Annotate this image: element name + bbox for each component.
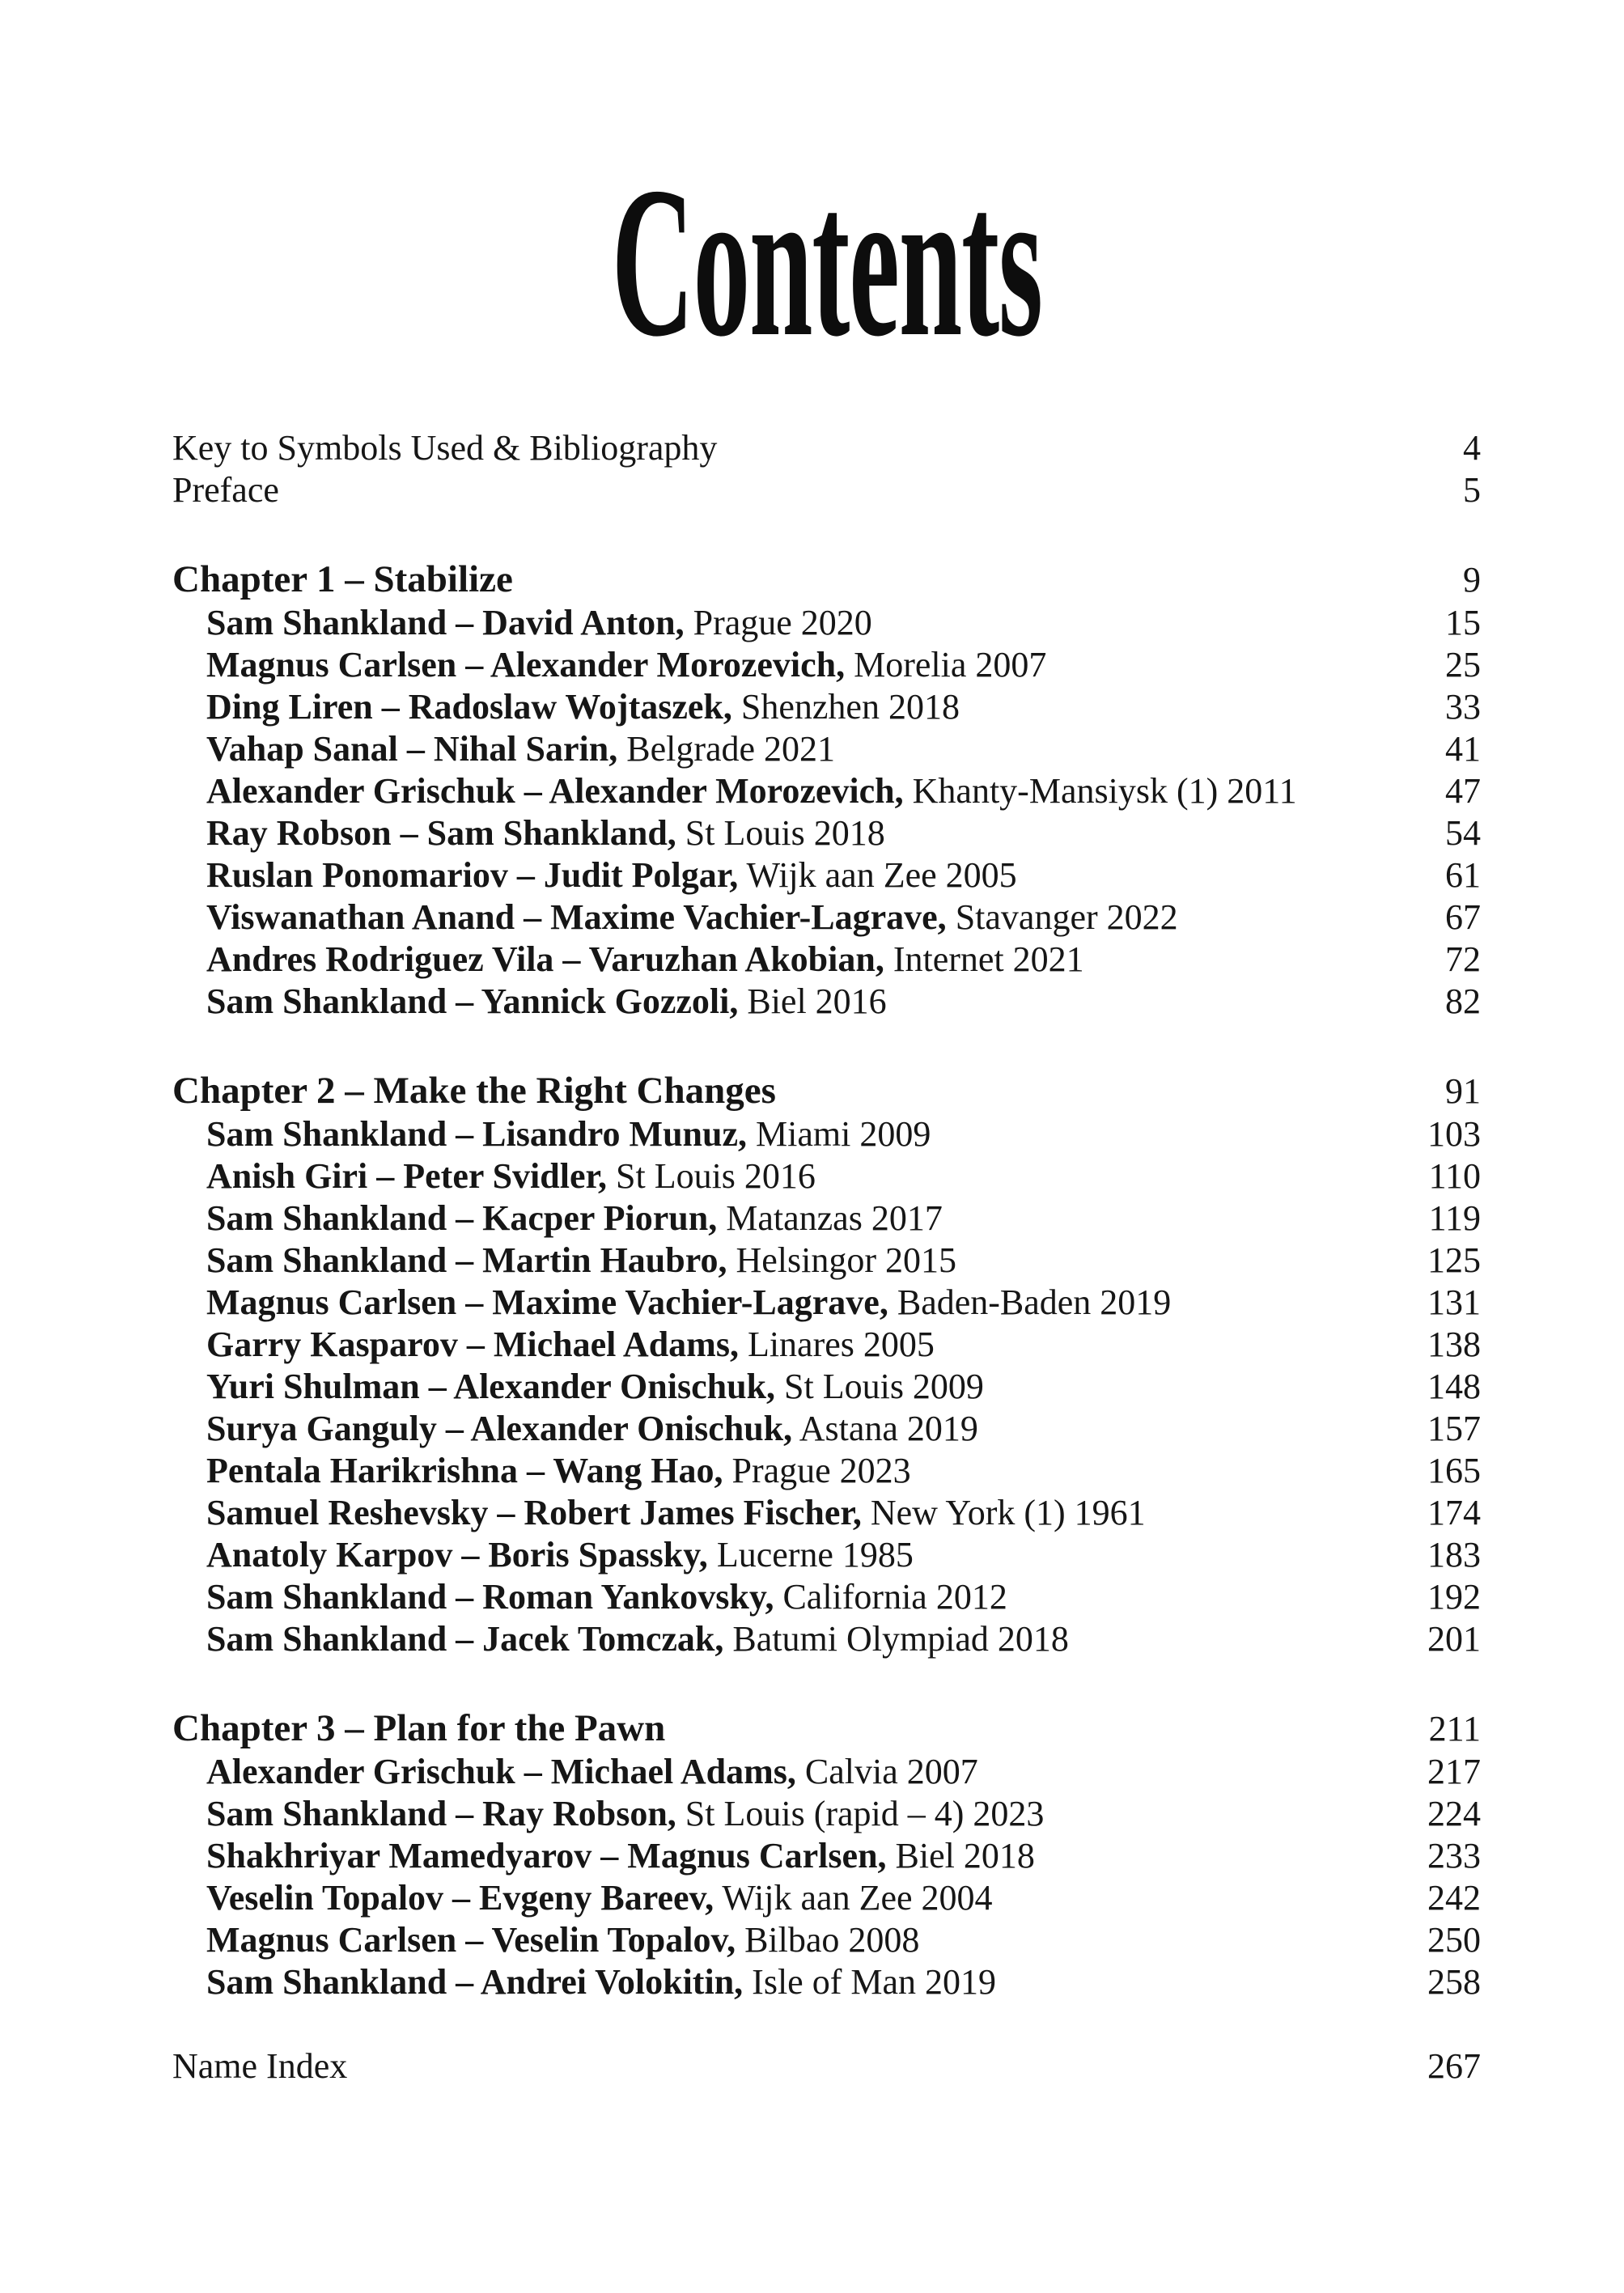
game-row bbox=[172, 1576, 1481, 1618]
page-number: 72 bbox=[1445, 939, 1481, 979]
game-venue: Shenzhen 2018 bbox=[731, 687, 960, 727]
game-venue: Miami 2009 bbox=[747, 1114, 931, 1154]
page-number: 5 bbox=[1463, 470, 1481, 510]
game-row bbox=[172, 812, 1481, 854]
game-title bbox=[206, 854, 1017, 896]
page-number: 125 bbox=[1427, 1240, 1481, 1280]
game-title bbox=[206, 1919, 919, 1961]
game-venue: Khanty-Mansiysk (1) 2011 bbox=[903, 771, 1297, 811]
game-row bbox=[172, 1324, 1481, 1366]
game-players: Anish Giri – Peter Svidler, bbox=[206, 1156, 607, 1196]
game-players: Sam Shankland – David Anton, bbox=[206, 603, 685, 642]
page-number: 138 bbox=[1427, 1325, 1481, 1364]
page-number: 131 bbox=[1427, 1282, 1481, 1322]
game-row bbox=[172, 939, 1481, 981]
game-title bbox=[206, 644, 1046, 686]
chapter-3-games bbox=[172, 1751, 1481, 2003]
front-matter bbox=[172, 427, 1481, 511]
game-players: Sam Shankland – Andrei Volokitin, bbox=[206, 1962, 744, 2002]
front-matter-label: Key to Symbols Used & Bibliography bbox=[172, 428, 718, 468]
page-number: 250 bbox=[1427, 1920, 1481, 1960]
game-players: Viswanathan Anand – Maxime Vachier-Lagrave, bbox=[206, 897, 947, 937]
chapter-2-heading bbox=[172, 1068, 1481, 1113]
game-venue: Linares 2005 bbox=[738, 1325, 935, 1364]
page-number: 67 bbox=[1445, 897, 1481, 937]
game-players: Veselin Topalov – Evgeny Bareev, bbox=[206, 1878, 714, 1918]
game-players: Sam Shankland – Lisandro Munuz, bbox=[206, 1114, 748, 1154]
page-number: 192 bbox=[1427, 1577, 1481, 1617]
game-venue: Calvia 2007 bbox=[795, 1752, 978, 1791]
game-players: Yuri Shulman – Alexander Onischuk, bbox=[206, 1367, 776, 1406]
game-venue: Helsingor 2015 bbox=[727, 1240, 957, 1280]
name-index-row bbox=[172, 2045, 1481, 2087]
game-venue: St Louis 2018 bbox=[676, 813, 885, 853]
game-players: Ding Liren – Radoslaw Wojtaszek, bbox=[206, 687, 732, 727]
game-players: Sam Shankland – Roman Yankovsky, bbox=[206, 1577, 774, 1617]
game-title bbox=[206, 1534, 914, 1576]
game-players: Magnus Carlsen – Alexander Morozevich, bbox=[206, 645, 846, 685]
game-venue: Baden-Baden 2019 bbox=[888, 1282, 1172, 1322]
chapter-1-heading bbox=[172, 557, 1481, 602]
game-venue: Wijk aan Zee 2004 bbox=[714, 1878, 993, 1918]
game-venue: Stavanger 2022 bbox=[946, 897, 1178, 937]
page-number: 41 bbox=[1445, 729, 1481, 769]
game-row bbox=[172, 1197, 1481, 1240]
game-players: Sam Shankland – Yannick Gozzoli, bbox=[206, 981, 739, 1021]
game-players: Garry Kasparov – Michael Adams, bbox=[206, 1325, 739, 1364]
game-row bbox=[172, 1534, 1481, 1576]
chapter-title: Chapter 3 – Plan for the Pawn bbox=[172, 1707, 666, 1749]
page-number: 148 bbox=[1427, 1367, 1481, 1406]
page-number: 165 bbox=[1427, 1451, 1481, 1490]
game-row bbox=[172, 1282, 1481, 1324]
game-players: Shakhriyar Mamedyarov – Magnus Carlsen, bbox=[206, 1836, 887, 1876]
game-players: Anatoly Karpov – Boris Spassky, bbox=[206, 1535, 708, 1575]
game-row bbox=[172, 854, 1481, 896]
game-title bbox=[206, 896, 1178, 939]
game-title bbox=[206, 1751, 978, 1793]
game-title bbox=[206, 1240, 956, 1282]
game-venue: Belgrade 2021 bbox=[617, 729, 836, 769]
page-number: 119 bbox=[1428, 1198, 1481, 1238]
page-number: 174 bbox=[1427, 1493, 1481, 1532]
toc-row-key-to-symbols bbox=[172, 427, 1481, 469]
game-venue: Batumi Olympiad 2018 bbox=[723, 1619, 1069, 1659]
page-number: 233 bbox=[1427, 1836, 1481, 1876]
game-title bbox=[206, 1618, 1069, 1660]
game-row bbox=[172, 1793, 1481, 1835]
page-number: 157 bbox=[1427, 1409, 1481, 1448]
game-title bbox=[206, 1155, 816, 1197]
game-row bbox=[172, 1877, 1481, 1919]
game-venue: Lucerne 1985 bbox=[707, 1535, 914, 1575]
page-number: 4 bbox=[1463, 428, 1481, 468]
game-venue: Bilbao 2008 bbox=[736, 1920, 920, 1960]
page-number: 61 bbox=[1445, 855, 1481, 895]
game-title bbox=[206, 1492, 1146, 1534]
page-number: 91 bbox=[1445, 1071, 1481, 1111]
game-title bbox=[206, 1793, 1044, 1835]
game-row bbox=[172, 1155, 1481, 1197]
game-players: Vahap Sanal – Nihal Sarin, bbox=[206, 729, 618, 769]
game-players: Sam Shankland – Kacper Piorun, bbox=[206, 1198, 718, 1238]
game-venue: California 2012 bbox=[774, 1577, 1007, 1617]
game-venue: Prague 2020 bbox=[684, 603, 872, 642]
game-title bbox=[206, 1366, 984, 1408]
game-row bbox=[172, 1961, 1481, 2003]
game-venue: New York (1) 1961 bbox=[861, 1493, 1146, 1532]
game-venue: Wijk aan Zee 2005 bbox=[738, 855, 1017, 895]
game-players: Andres Rodriguez Vila – Varuzhan Akobian, bbox=[206, 939, 884, 979]
game-players: Alexander Grischuk – Alexander Morozevich, bbox=[206, 771, 904, 811]
game-title bbox=[206, 1576, 1007, 1618]
game-row bbox=[172, 728, 1481, 770]
game-venue: Matanzas 2017 bbox=[717, 1198, 943, 1238]
game-players: Sam Shankland – Martin Haubro, bbox=[206, 1240, 727, 1280]
game-venue: Biel 2018 bbox=[886, 1836, 1035, 1876]
chapter-3-heading bbox=[172, 1706, 1481, 1751]
game-venue: Astana 2019 bbox=[792, 1409, 978, 1448]
page-number: 9 bbox=[1463, 560, 1481, 600]
toc-row-preface bbox=[172, 469, 1481, 511]
game-title bbox=[206, 770, 1297, 812]
game-title bbox=[206, 1282, 1171, 1324]
game-venue: Isle of Man 2019 bbox=[743, 1962, 997, 2002]
game-players: Ray Robson – Sam Shankland, bbox=[206, 813, 676, 853]
game-venue: Biel 2016 bbox=[738, 981, 887, 1021]
chapter-title: Chapter 2 – Make the Right Changes bbox=[172, 1070, 776, 1112]
game-row bbox=[172, 1919, 1481, 1961]
game-row bbox=[172, 644, 1481, 686]
game-players: Magnus Carlsen – Maxime Vachier-Lagrave, bbox=[206, 1282, 888, 1322]
game-players: Pentala Harikrishna – Wang Hao, bbox=[206, 1451, 723, 1490]
game-players: Surya Ganguly – Alexander Onischuk, bbox=[206, 1409, 793, 1448]
game-row bbox=[172, 1240, 1481, 1282]
page-number: 242 bbox=[1427, 1878, 1481, 1918]
page-number: 103 bbox=[1427, 1114, 1481, 1154]
game-title bbox=[206, 602, 872, 644]
page-number: 201 bbox=[1427, 1619, 1481, 1659]
game-players: Samuel Reshevsky – Robert James Fischer, bbox=[206, 1493, 862, 1532]
game-venue: St Louis (rapid – 4) 2023 bbox=[676, 1794, 1045, 1833]
game-title bbox=[206, 1450, 911, 1492]
game-row bbox=[172, 981, 1481, 1023]
page-title: Contents bbox=[611, 142, 1042, 381]
page-number: 267 bbox=[1427, 2046, 1481, 2086]
game-players: Alexander Grischuk – Michael Adams, bbox=[206, 1752, 796, 1791]
game-players: Ruslan Ponomariov – Judit Polgar, bbox=[206, 855, 739, 895]
game-row bbox=[172, 1113, 1481, 1155]
chapter-2-games bbox=[172, 1113, 1481, 1660]
chapter-title: Chapter 1 – Stabilize bbox=[172, 558, 513, 600]
game-title bbox=[206, 728, 835, 770]
game-venue: Morelia 2007 bbox=[845, 645, 1047, 685]
page-number: 54 bbox=[1445, 813, 1481, 853]
game-title bbox=[206, 686, 960, 728]
game-row bbox=[172, 1450, 1481, 1492]
name-index-label: Name Index bbox=[172, 2046, 348, 2086]
game-title bbox=[206, 1113, 931, 1155]
page-number: 183 bbox=[1427, 1535, 1481, 1575]
game-row bbox=[172, 602, 1481, 644]
page-number: 25 bbox=[1445, 645, 1481, 685]
game-venue: St Louis 2009 bbox=[775, 1367, 984, 1406]
game-row bbox=[172, 1492, 1481, 1534]
page-number: 47 bbox=[1445, 771, 1481, 811]
game-venue: Internet 2021 bbox=[884, 939, 1084, 979]
page-number: 110 bbox=[1428, 1156, 1481, 1196]
game-row bbox=[172, 1366, 1481, 1408]
game-title bbox=[206, 812, 885, 854]
game-venue: St Louis 2016 bbox=[607, 1156, 816, 1196]
game-venue: Prague 2023 bbox=[723, 1451, 911, 1490]
game-title bbox=[206, 939, 1084, 981]
game-title bbox=[206, 1961, 996, 2003]
game-title bbox=[206, 1877, 993, 1919]
page-number: 224 bbox=[1427, 1794, 1481, 1833]
game-row bbox=[172, 1835, 1481, 1877]
page-title-wrap bbox=[172, 142, 1481, 381]
game-title bbox=[206, 1408, 978, 1450]
game-row bbox=[172, 686, 1481, 728]
page-number: 217 bbox=[1427, 1752, 1481, 1791]
game-players: Magnus Carlsen – Veselin Topalov, bbox=[206, 1920, 736, 1960]
game-title bbox=[206, 1197, 943, 1240]
game-title bbox=[206, 981, 887, 1023]
game-players: Sam Shankland – Ray Robson, bbox=[206, 1794, 676, 1833]
page-number: 33 bbox=[1445, 687, 1481, 727]
game-row bbox=[172, 896, 1481, 939]
game-players: Sam Shankland – Jacek Tomczak, bbox=[206, 1619, 724, 1659]
page-number: 82 bbox=[1445, 981, 1481, 1021]
game-row bbox=[172, 1618, 1481, 1660]
chapter-1-games bbox=[172, 602, 1481, 1023]
game-title bbox=[206, 1324, 935, 1366]
page-number: 211 bbox=[1428, 1709, 1481, 1748]
game-row bbox=[172, 770, 1481, 812]
game-title bbox=[206, 1835, 1035, 1877]
game-row bbox=[172, 1751, 1481, 1793]
game-row bbox=[172, 1408, 1481, 1450]
page-number: 258 bbox=[1427, 1962, 1481, 2002]
page-number: 15 bbox=[1445, 603, 1481, 642]
table-of-contents bbox=[172, 142, 1481, 2087]
front-matter-label: Preface bbox=[172, 470, 279, 510]
